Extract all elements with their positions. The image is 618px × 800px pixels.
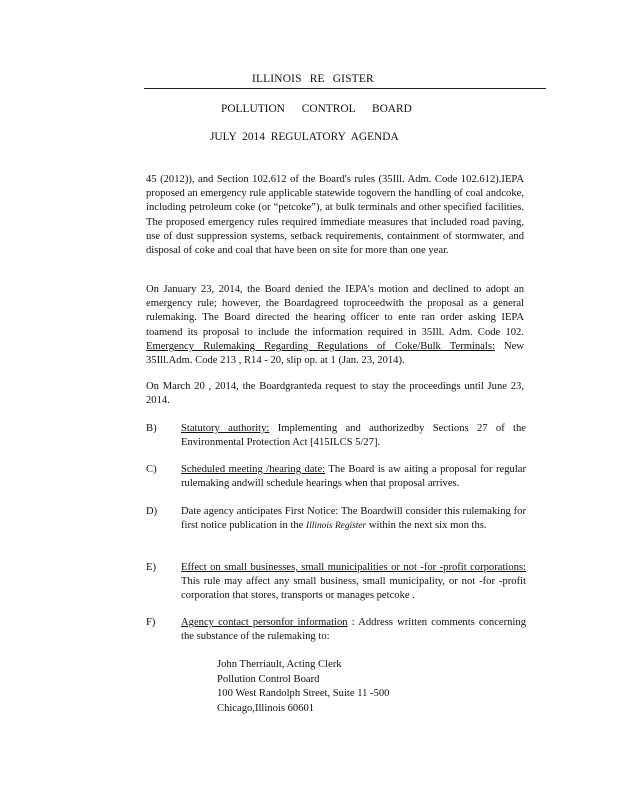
item-label: Agency contact personfor information	[181, 617, 348, 628]
address-city: Chicago,Illinois 60601	[217, 702, 315, 714]
item-text: Date agency anticipates First Notice: The Boardwill consider this rulemaking for first notice publication in the	[181, 506, 526, 532]
illinois-register-italic: Illinois Register	[306, 521, 367, 532]
item-body	[181, 561, 526, 604]
item-body	[181, 463, 526, 491]
address-name: John Therriault, Acting Clerk	[217, 659, 342, 670]
item-text-end: within the next six mon ths.	[366, 520, 487, 532]
item-label: Statutory authority:	[181, 423, 270, 434]
item-body	[181, 422, 526, 450]
item-body	[181, 616, 526, 644]
paragraph-background: 45 (2012)), and Section 102.612 of the Board's rules (35Ill. Adm. Code 102.612).IEPA proposed an emergency rule applicable statewide togovern the handling of coal andcoke, including petroleum coke (or “petcoke”), at bulk terminals and other specified facilities. The proposed emergency rules required immediate measures that included road paving, use of dust suppression systems, setback requirements, containment of stormwater, and disposal of coke and coal that have been on site for more than one year.	[146, 174, 524, 257]
paragraph-board-action-text: On January 23, 2014, the Board denied the IEPA's motion and declined to adopt an emergency rule; however, the Boardagreed toproceedwith the proposal as a general rulemaking. The Board directed the hearing officer to ente ran order asking IEPA toamend its proposal to include the information required in 35Ill. Adm. Code 102.	[146, 284, 524, 338]
item-label: Scheduled meeting /hearing date:	[181, 464, 326, 475]
board-header: POLLUTION CONTROL BOARD	[221, 103, 412, 115]
item-letter: E)	[146, 562, 156, 573]
address-org: Pollution Control Board	[217, 673, 320, 685]
item-text: This rule may affect any small business, small municipality, or not -for -profit corporation that stores, transports or manages petcoke .	[181, 576, 526, 602]
item-body	[181, 505, 526, 533]
item-text: : Address written comments concerning the substance of the rulemaking to:	[181, 617, 526, 643]
address-street: 100 West Randolph Street, Suite 11 -500	[217, 688, 390, 700]
contact-address	[217, 658, 389, 716]
register-header: ILLINOIS RE GISTER	[252, 73, 374, 85]
item-letter: F)	[146, 617, 156, 628]
item-text: Implementing and authorizedby Sections 27 of the Environmental Protection Act [415ILCS 5/27].	[181, 423, 526, 449]
item-letter: C)	[146, 464, 157, 475]
rulemaking-title: Emergency Rulemaking Regarding Regulations of Coke/Bulk Terminals:	[146, 340, 495, 352]
item-letter: B)	[146, 423, 157, 434]
paragraph-stay: On March 20 , 2014, the Boardgranteda request to stay the proceedings until June 23, 2014.	[146, 381, 524, 407]
item-label: Effect on small businesses, small municipalities or not -for -profit corporations:	[181, 562, 526, 573]
item-letter: D)	[146, 506, 158, 517]
header-rule	[144, 88, 546, 89]
paragraph-board-action-citation: New 35Ill.Adm. Code 213 , R14 - 20, slip op. at 1 (Jan. 23, 2014).	[146, 340, 524, 367]
agenda-header: JULY 2014 REGULATORY AGENDA	[210, 131, 399, 143]
paragraph-board-action	[146, 283, 524, 368]
item-text: The Board is aw aiting a proposal for regular rulemaking andwill schedule hearings when that proposal arrives.	[181, 464, 526, 490]
